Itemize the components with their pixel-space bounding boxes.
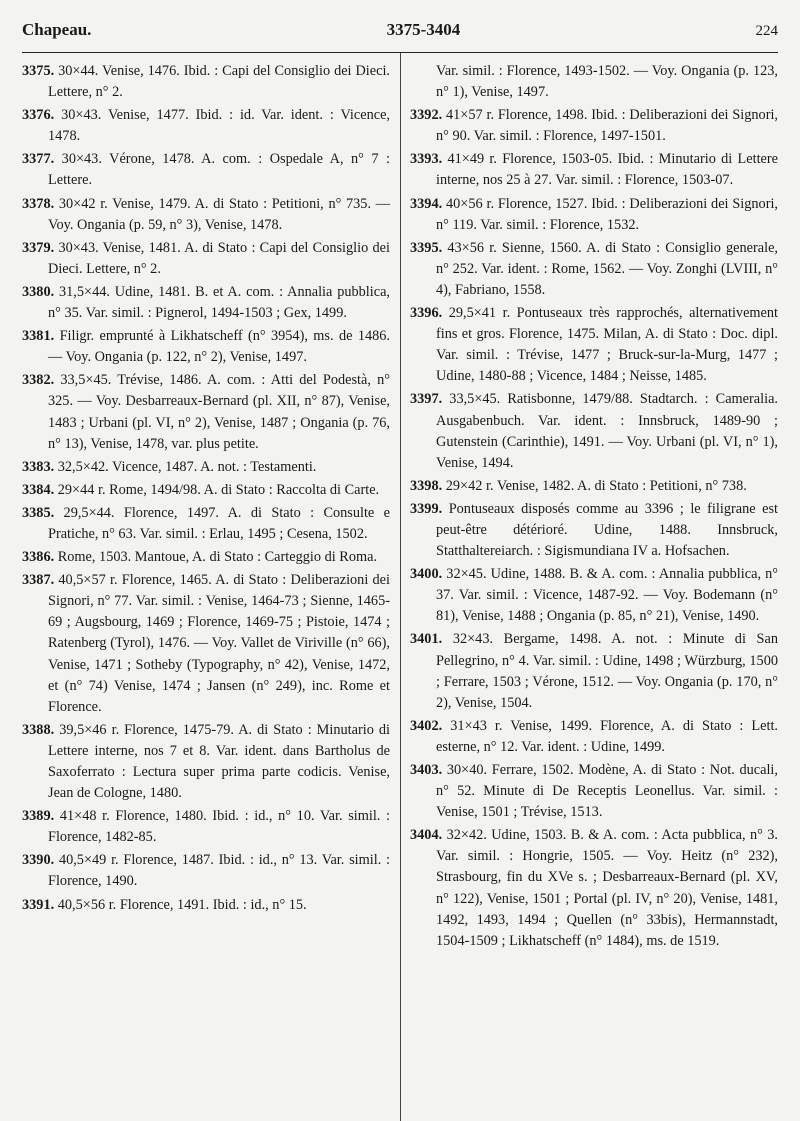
entry-text: 30×40. Ferrare, 1502. Modène, A. di Stato : Not. ducali, n° 52. Minute di De Receptis Leonellus. Var. simil. : Venise, 1501 ; Trévise, 1513. — [436, 762, 778, 821]
catalog-entry — [410, 389, 778, 473]
entry-number: 3375. — [22, 63, 55, 79]
entry-number: 3379. — [22, 239, 55, 256]
catalog-entry — [22, 480, 390, 501]
entry-text: 39,5×46 r. Florence, 1475-79. A. di Stato : Minutario di Lettere interne, nos 7 et 8. Var. ident. dans Bartholus de Saxoferrato : Lectura super prima parte codicis. Venise, Jean de Cologne, 1480. — [48, 721, 391, 802]
entry-number: 3397. — [410, 391, 443, 408]
entry-number: 3376. — [22, 107, 55, 124]
left-column — [22, 61, 390, 954]
entry-text: 32,5×42. Vicence, 1487. A. not. : Testamenti. — [57, 458, 317, 475]
entry-text: 30×43. Venise, 1481. A. di Stato : Capi del Consiglio dei Dieci. Lettere, n° 2. — [48, 239, 390, 277]
entry-number: 3404. — [410, 827, 443, 844]
entry-number: 3402. — [410, 717, 443, 734]
entry-number: 3398. — [410, 477, 443, 494]
catalog-entry — [22, 720, 390, 804]
catalog-entry — [22, 850, 390, 892]
entry-text: Pontuseaux disposés comme au 3396 ; le filigrane est peut-être détérioré. Udine, 1488. Innsbruck, Statthaltereiarch. : Sigismundiana IV a. Hofsachen. — [436, 500, 778, 560]
catalog-entry — [410, 629, 778, 713]
catalog-entry — [22, 895, 390, 916]
entry-text: 40,5×57 r. Florence, 1465. A. di Stato : Deliberazioni dei Signori, n° 77. Var. simil. : Venise, 1464-73 ; Sienne, 1465-69 ; Augsbourg, 1469 ; Florence, 1469-75 ; Pistoie, 1474 ; Ratenberg (Tyrol), 1476. — Voy. Vallet de Viriville (n° 66), Venise, 1471 ; Sotheby (Typography, n° 42), Venise, 1472, et (n° 74) Venise, 1474 ; Jansen (n° 249), inc. Rome et Florence. — [48, 572, 390, 715]
entry-number: 3381. — [22, 328, 55, 345]
entry-text: 41×49 r. Florence, 1503-05. Ibid. : Minutario di Lettere interne, nos 25 à 27. Var. simil. : Florence, 1503-07. — [436, 151, 779, 189]
entry-text: 31×43 r. Venise, 1499. Florence, A. di Stato : Lett. esterne, n° 12. Var. ident. : Udine, 1499. — [436, 717, 778, 755]
entry-text: 30×43. Venise, 1477. Ibid. : id. Var. ident. : Vicence, 1478. — [48, 107, 391, 145]
entry-range: 3375-3404 — [386, 20, 461, 39]
entry-number: 3383. — [22, 458, 55, 475]
catalog-entry — [22, 326, 390, 368]
entry-text: 31,5×44. Udine, 1481. B. et A. com. : Annalia pubblica, n° 35. Var. simil. : Pignerol, 1494-1503 ; Gex, 1499. — [48, 283, 390, 322]
entry-number: 3380. — [22, 283, 55, 300]
entry-text: 40,5×49 r. Florence, 1487. Ibid. : id., n° 13. Var. simil. : Florence, 1490. — [48, 852, 391, 890]
entry-text: 29×42 r. Venise, 1482. A. di Stato : Petitioni, n° 738. — [445, 477, 747, 494]
entry-number: 3392. — [410, 107, 443, 124]
running-title: Chapeau. — [22, 20, 92, 39]
catalog-entry — [410, 499, 778, 562]
entry-number: 3389. — [22, 808, 55, 825]
column-divider — [400, 53, 401, 1121]
entry-text: 29×44 r. Rome, 1494/98. A. di Stato : Raccolta di Carte. — [57, 481, 380, 498]
entry-number: 3382. — [22, 372, 55, 389]
entry-text: 41×57 r. Florence, 1498. Ibid. : Deliberazioni dei Signori, n° 90. Var. simil. : Florence, 1497-1501. — [436, 107, 779, 145]
catalog-entry — [22, 61, 390, 103]
catalog-entry — [410, 760, 778, 823]
catalog-entry — [410, 149, 778, 191]
catalog-entry — [22, 149, 390, 191]
two-column-body — [22, 61, 778, 954]
catalog-entry — [410, 238, 778, 301]
catalog-entry — [22, 282, 390, 324]
catalog-entry — [22, 503, 390, 545]
entry-text: 30×43. Vérone, 1478. A. com. : Ospedale A, n° 7 : Lettere. — [48, 151, 390, 189]
catalog-entry — [410, 476, 778, 497]
entry-number: 3387. — [22, 572, 55, 589]
entry-number: 3390. — [22, 852, 55, 869]
entry-text: 32×43. Bergame, 1498. A. not. : Minute di San Pellegrino, n° 4. Var. simil. : Udine, 1498 ; Würzburg, 1500 ; Ferrare, 1503 ; Vérone, 1512. — Voy. Ongania (p. 170, n° 2), Venise, 1504. — [436, 631, 779, 711]
entry-text: 30×44. Venise, 1476. Ibid. : Capi del Consiglio dei Dieci. Lettere, n° 2. — [48, 63, 390, 101]
entry-number: 3391. — [22, 896, 55, 913]
catalog-entry — [22, 570, 390, 718]
entry-number: 3386. — [22, 549, 55, 566]
catalog-entry — [410, 564, 778, 627]
entry-number: 3395. — [410, 239, 443, 256]
catalog-entry — [410, 825, 778, 952]
entry-text: 40×56 r. Florence, 1527. Ibid. : Deliberazioni dei Signori, n° 119. Var. simil. : Florence, 1532. — [436, 195, 779, 233]
entry-text: 40,5×56 r. Florence, 1491. Ibid. : id., n° 15. — [57, 896, 307, 913]
catalog-entry — [22, 238, 390, 280]
entry-number: 3401. — [410, 631, 443, 648]
catalog-entry — [410, 716, 778, 758]
catalog-entry — [22, 370, 390, 454]
entry-number: 3385. — [22, 504, 55, 521]
entry-text: 41×48 r. Florence, 1480. Ibid. : id., n° 10. Var. simil. : Florence, 1482-85. — [48, 808, 390, 846]
right-column — [410, 61, 778, 954]
entry-number: 3399. — [410, 500, 443, 517]
entry-text: 32×42. Udine, 1503. B. & A. com. : Acta pubblica, n° 3. Var. simil. : Hongrie, 1505. — Voy. Heitz (n° 232), Strasbourg, fin du XVe s. ; Desbarreaux-Bernard (pl. XV, n° 122), Venise, 1501 ; Portal (pl. IV, n° 20), Venise, 1481, 1492, 1493, 1494 ; Quellen (n° 33bis), Hermannstadt, 1504-1509 ; Likhatscheff (n° 1484), ms. de 1519. — [436, 827, 778, 949]
catalog-entry — [22, 194, 390, 236]
catalog-entry — [22, 547, 390, 568]
entry-text: 33,5×45. Trévise, 1486. A. com. : Atti del Podestà, n° 325. — Voy. Desbarreaux-Bernard (pl. XII, n° 87), Venise, 1483 ; Urbani (pl. VI, n° 2), Venise, 1487 ; Ongania (p. 76, n° 13), Venise, 1478, var. plus petite. — [48, 372, 391, 452]
entry-text: Filigr. emprunté à Likhatscheff (n° 3954), ms. de 1486. — Voy. Ongania (p. 122, n° 2), Venise, 1497. — [48, 328, 390, 366]
entry-text: 29,5×44. Florence, 1497. A. di Stato : Consulte e Pratiche, n° 63. Var. simil. : Erlau, 1495 ; Cesena, 1502. — [48, 504, 390, 542]
entry-number: 3384. — [22, 481, 55, 498]
entry-number: 3400. — [410, 566, 443, 583]
catalog-entry — [22, 457, 390, 478]
entry-number: 3377. — [22, 151, 55, 168]
page-number: 224 — [755, 23, 778, 39]
catalog-entry — [410, 194, 778, 236]
entry-text: Rome, 1503. Mantoue, A. di Stato : Carteggio di Roma. — [57, 549, 378, 566]
page-header — [22, 20, 778, 46]
entry-number: 3403. — [410, 762, 443, 778]
entry-number: 3378. — [22, 195, 55, 212]
entry-number: 3393. — [410, 151, 443, 168]
entry-text: 30×42 r. Venise, 1479. A. di Stato : Petitioni, n° 735. — Voy. Ongania (p. 59, n° 3), Venise, 1478. — [48, 195, 390, 233]
entry-number: 3388. — [22, 721, 55, 738]
entry-text: 29,5×41 r. Pontuseaux très rapprochés, alternativement fins et gros. Florence, 1475. Milan, A. di Stato : Doc. dipl. Var. simil. : Trévise, 1477 ; Bruck-sur-la-Murg, 1477 ; Udine, 1480-88 ; Vicence, 1484 ; Neisse, 1485. — [436, 305, 778, 385]
entry-text: 32×45. Udine, 1488. B. & A. com. : Annalia pubblica, n° 37. Var. simil. : Vicence, 1487-92. — Voy. Bodemann (n° 81), Venise, 1488 ; Ongania (p. 85, n° 21), Venise, 1490. — [436, 566, 779, 625]
entry-text: 33,5×45. Ratisbonne, 1479/88. Stadtarch. : Cameralia. Ausgabenbuch. Var. ident. : Innsbruck, 1489-90 ; Gutenstein (Carinthie), 1491. — Voy. Urbani (pl. VI, n° 1), Venise, 1494. — [436, 391, 778, 471]
entry-number: 3394. — [410, 195, 443, 212]
catalog-entry — [22, 105, 390, 147]
catalog-entry — [22, 806, 390, 848]
continuation-text: Var. simil. : Florence, 1493-1502. — Voy. Ongania (p. 123, n° 1), Venise, 1497. — [436, 63, 778, 101]
entry-number: 3396. — [410, 305, 443, 322]
entry-text: 43×56 r. Sienne, 1560. A. di Stato : Consiglio generale, n° 252. Var. ident. : Rome, 1562. — Voy. Zonghi (LVIII, n° 4), Fabriano, 1558. — [436, 239, 779, 298]
catalog-entry — [410, 105, 778, 147]
catalog-entry — [410, 303, 778, 387]
